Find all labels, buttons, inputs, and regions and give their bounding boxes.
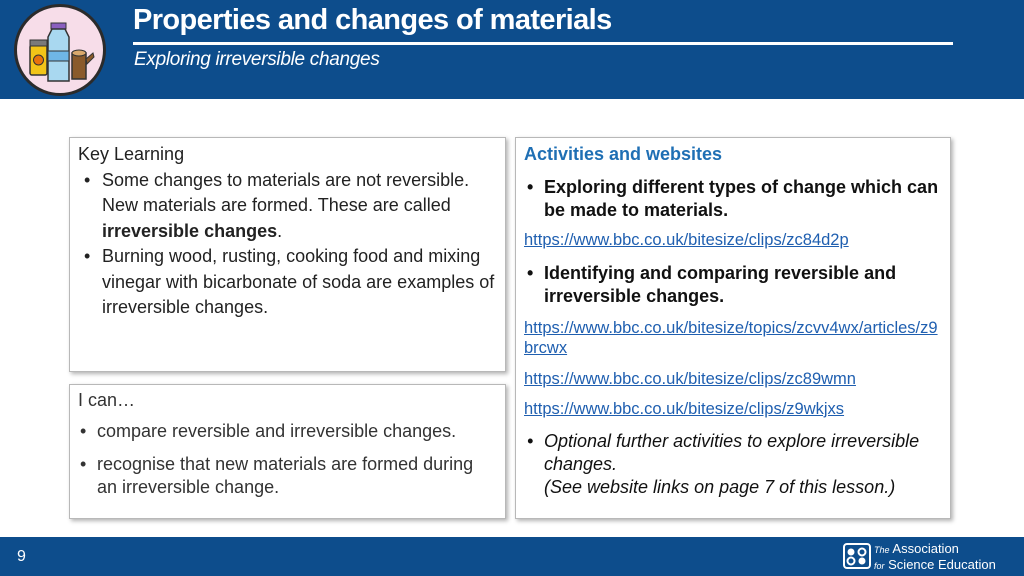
materials-logo bbox=[14, 4, 106, 96]
activity-link[interactable]: https://www.bbc.co.uk/bitesize/clips/z9wkjxs bbox=[524, 400, 845, 418]
key-learning-item: • Burning wood, rusting, cooking food and mixing vinegar with bicarbonate of soda are examples of irreversible changes. bbox=[78, 244, 497, 321]
activity-see-page-note: (See website links on page 7 of this lesson.) bbox=[544, 476, 896, 497]
ase-line1: Association bbox=[892, 541, 959, 556]
activities-panel bbox=[515, 137, 951, 519]
ase-for: for bbox=[874, 560, 885, 571]
header-bar bbox=[0, 0, 1024, 99]
activity-optional-text: Optional further activities to explore irreversible changes. bbox=[544, 430, 920, 474]
i-can-item: • recognise that new materials are formed during an irreversible change. bbox=[78, 453, 497, 499]
i-can-item: • compare reversible and irreversible changes. bbox=[78, 420, 497, 443]
activities-heading: Activities and websites bbox=[524, 144, 723, 164]
key-learning-panel bbox=[69, 137, 506, 372]
title-underline bbox=[133, 42, 953, 45]
activity-link[interactable]: https://www.bbc.co.uk/bitesize/topics/zcvv4wx/articles/z9brcwx bbox=[524, 318, 938, 357]
i-can-panel bbox=[69, 384, 506, 519]
activity-link[interactable]: https://www.bbc.co.uk/bitesize/clips/zc89wmn bbox=[524, 369, 856, 388]
key-learning-text: Some changes to materials are not reversible. New materials are formed. These are called bbox=[102, 169, 470, 215]
key-learning-item bbox=[78, 168, 497, 245]
ase-prefix: The bbox=[874, 545, 890, 555]
key-learning-period: . bbox=[277, 220, 283, 241]
page-title: Properties and changes of materials bbox=[133, 4, 612, 36]
materials-icon bbox=[17, 7, 103, 93]
page-number: 9 bbox=[17, 548, 26, 565]
i-can-list bbox=[78, 420, 497, 499]
ase-logo-text bbox=[874, 542, 996, 573]
key-learning-heading: Key Learning bbox=[78, 144, 185, 164]
activity-link[interactable]: https://www.bbc.co.uk/bitesize/clips/zc84d2p bbox=[524, 231, 849, 249]
key-learning-emphasis: irreversible changes bbox=[102, 220, 278, 241]
activity-item: • Exploring different types of change which can be made to materials. bbox=[524, 176, 942, 222]
ase-logo-icon bbox=[843, 543, 871, 569]
activity-item: • Identifying and comparing reversible and irreversible changes. bbox=[524, 262, 942, 308]
page-subtitle: Exploring irreversible changes bbox=[134, 49, 380, 70]
key-learning-list bbox=[78, 168, 497, 321]
activity-item bbox=[524, 430, 942, 499]
ase-line2: Science Education bbox=[888, 556, 996, 572]
i-can-heading: I can… bbox=[78, 390, 136, 410]
